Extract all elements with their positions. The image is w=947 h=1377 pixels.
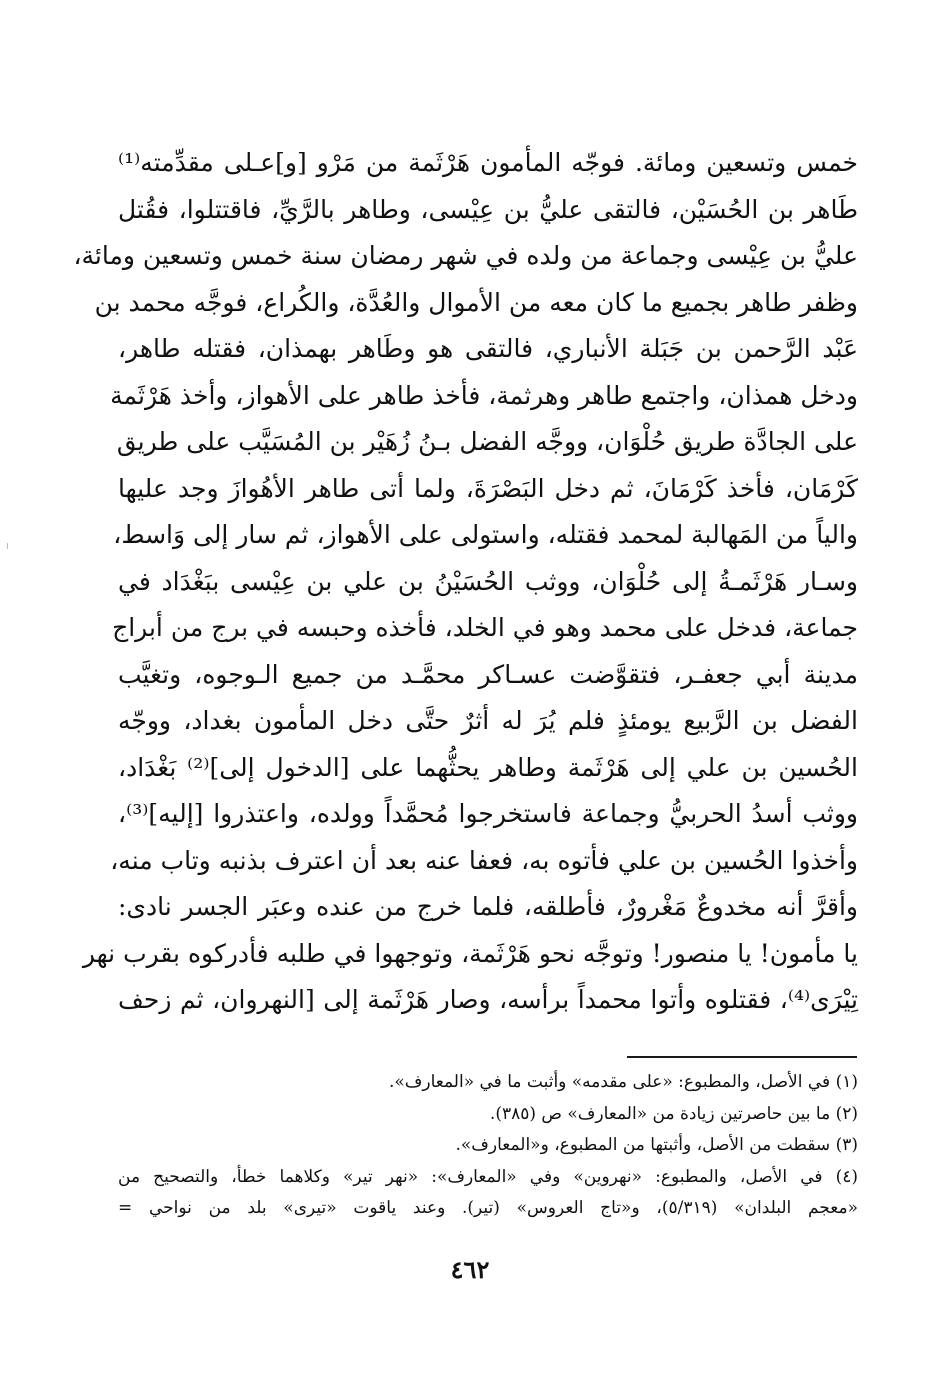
text-line: وظفر طاهر بجميع ما كان معه من الأموال والعُدَّة، والكُراع، فوجَّه محمد بن — [94, 287, 858, 317]
footnote-separator — [627, 1056, 857, 1058]
text-line: خمس وتسعين ومائة. فوجّه المأمون هَرْثَمة من مَرْو [و]عـلى مقدِّمته⁽¹⁾ — [118, 148, 858, 177]
text-line: يا مأمون! يا منصور! وتوجَّه نحو هَرْثَمة، وتوجهوا في طلبه فأدركوه بقرب نهر — [82, 938, 858, 968]
text-line: ووثب أسدُ الحربيُّ وجماعة فاستخرجوا مُحمَّداً وولده، واعتذروا [إليه]⁽³⁾، — [118, 799, 858, 828]
text-line: والياً من المَهالبة لمحمد فقتله، واستولى على الأهواز، ثم سار إلى وَاسط، — [113, 520, 858, 549]
text-line: على الجادَّة طريق حُلْوَان، ووجَّه الفضل بـنُ زُهَيْر بن المُسَيَّب على طريق — [116, 427, 858, 456]
text-line: عليُّ بن عِيْسى وجماعة من ولده في شهر رمضان سنة خمس وتسعين ومائة، — [73, 241, 858, 270]
footnote-4-continuation: «معجم البلدان» (٥/٣١٩)، و«تاج العروس» (تير). وعند ياقوت «تيرى» بلد من نواحي = — [118, 1198, 858, 1218]
scan-speck — [7, 543, 8, 549]
page-number: ٤٦٢ — [450, 1255, 490, 1284]
main-text-block — [73, 140, 858, 1024]
text-line: طَاهر بن الحُسَيْن، فالتقى عليُّ بن عِيْسى، وطاهر بالرَّيِّ، فاقتتلوا، فقُتل — [118, 194, 858, 224]
text-line: وأقرَّ أنه مخدوعٌ مَغْرورٌ، فأطلقه، فلما خرج من عنده وعبَر الجسر نادى: — [118, 892, 858, 921]
text-line: عَبْد الرَّحمن بن جَبَلة الأنباري، فالتقى هو وطَاهر بهمذان، فقتله طاهر، — [118, 334, 858, 363]
footnote-2: (٢) ما بين حاصرتين زيادة من «المعارف» ص (٣٨٥). — [489, 1103, 858, 1124]
text-line: وسـار هَرْثَمـةُ إلى حُلْوَان، ووثب الحُسَيْنُ بن علي بن عِيْسى ببَغْدَاد في — [118, 566, 858, 596]
footnote-4: (٤) في الأصل، والمطبوع: «نهروين» وفي «المعارف»: «نهر تير» وكلاهما خطأ، والتصحيح من — [118, 1166, 858, 1187]
footnote-1: (١) في الأصل، والمطبوع: «على مقدمه» وأثبت ما في «المعارف». — [388, 1072, 858, 1092]
text-line: تِيْرَى⁽⁴⁾، فقتلوه وأتوا محمداً برأسه، وصار هَرْثَمة إلى [النهروان، ثم زحف — [118, 985, 858, 1014]
text-line: جماعة، فدخل على محمد وهو في الخلد، فأخذه وحبسه في برج من أبراج — [112, 613, 858, 642]
text-line: الفضل بن الرَّبيع يومئذٍ فلم يُرَ له أثرٌ حتَّى دخل المأمون بغداد، ووجّه — [118, 706, 858, 735]
text-line: كَرْمَان، فأخذ كَرْمَانَ، ثم دخل البَصْرَةَ، ولما أتى طاهر الأهُوازَ وجد عليها — [118, 473, 858, 503]
text-line: ودخل همذان، واجتمع طاهر وهرثمة، فأخذ طاهر على الأهواز، وأخذ هَرْثَمة — [110, 380, 858, 410]
text-line: الحُسين بن علي إلى هَرْثَمة وطاهر يحثُّهما على [الدخول إلى]⁽²⁾ بَغْدَاد، — [118, 752, 858, 782]
text-line: مدينة أبي جعفـر، فتقوَّضت عسـاكر محمَّـد من جميع الـوجوه، وتغيَّب — [118, 659, 858, 689]
text-line: وأخذوا الحُسين بن علي فأتوه به، فعفا عنه بعد أن اعترف بذنبه وتاب منه، — [110, 845, 858, 875]
footnotes-block — [118, 1067, 858, 1225]
footnote-3: (٣) سقطت من الأصل، وأثبتها من المطبوع، و«المعارف». — [455, 1135, 858, 1155]
